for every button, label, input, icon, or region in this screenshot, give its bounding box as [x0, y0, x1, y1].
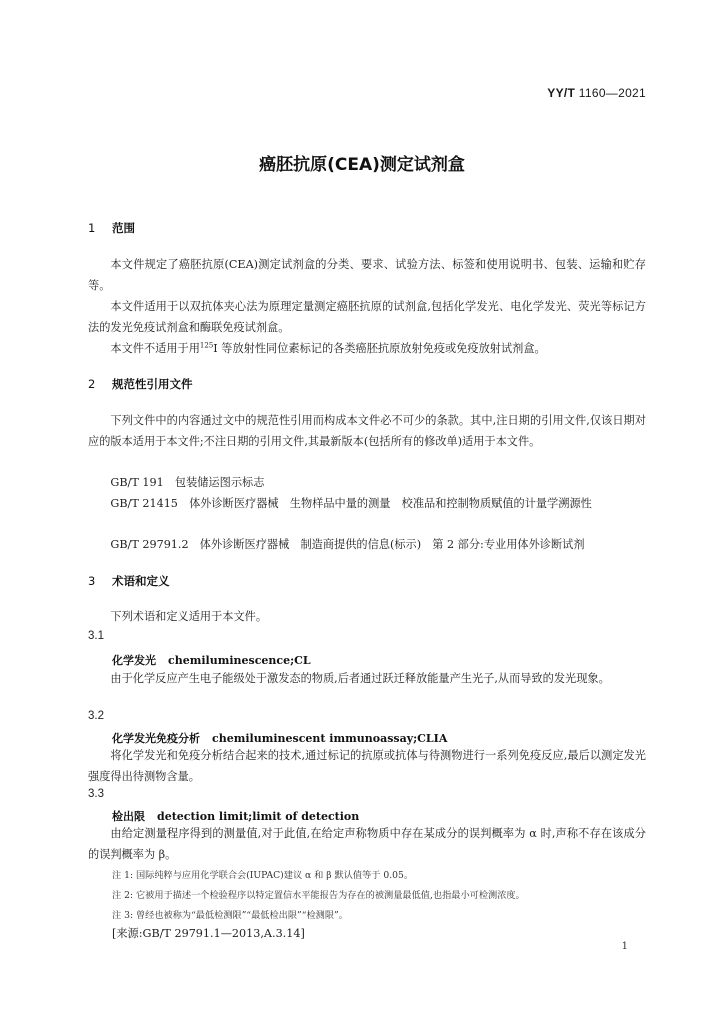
- term-en: chemiluminescence;CL: [168, 654, 311, 667]
- note-3: 注 3: 曾经也被称为“最低检测限”“最低检出限”“检测限”。: [112, 910, 348, 921]
- scope-paragraph-3-part-b: I 等放射性同位素标记的各类癌胚抗原放射免疫或免疫放射试剂盒。: [213, 342, 546, 355]
- term-definition: 将化学发光和免疫分析结合起来的技术,通过标记的抗原或抗体与待测物进行一系列免疫反应,最后以测定发光强度得出待测物含量。: [88, 749, 646, 783]
- term-zh: 化学发光免疫分析: [112, 732, 200, 745]
- scope-paragraph-3: [88, 338, 646, 359]
- term-en: detection limit;limit of detection: [157, 810, 360, 823]
- term-definition: 由给定测量程序得到的测量值,对于此值,在给定声称物质中存在某成分的误判概率为 α 时,声称不存在该成分的误判概率为 β。: [88, 827, 646, 861]
- section-heading-scope: [88, 220, 135, 236]
- term-en: chemiluminescent immunoassay;CLIA: [212, 732, 448, 745]
- section-title: 术语和定义: [112, 574, 170, 588]
- scope-paragraph-2: 本文件适用于以双抗体夹心法为原理定量测定癌胚抗原的试剂盒,包括化学发光、电化学发光、荧光等标记方法的发光免疫试剂盒和酶联免疫试剂盒。: [88, 300, 646, 334]
- clause-number: 3.1: [88, 630, 104, 642]
- term-zh: 检出限: [112, 810, 145, 823]
- page-number: 1: [621, 941, 628, 952]
- section-number: 3: [88, 574, 96, 588]
- standard-number: 1160—2021: [578, 86, 646, 100]
- isotope-superscript: 125: [199, 341, 214, 350]
- standard-code: [547, 86, 646, 100]
- reference-item: GB/T 21415 体外诊断医疗器械 生物样品中量的测量 校准品和控制物质赋值的计量学溯源性: [110, 497, 592, 510]
- reference-item: GB/T 29791.2 体外诊断医疗器械 制造商提供的信息(标示) 第 2 部分:专业用体外诊断试剂: [110, 538, 585, 551]
- scope-paragraph-1: 本文件规定了癌胚抗原(CEA)测定试剂盒的分类、要求、试验方法、标签和使用说明书、包装、运输和贮存等。: [88, 258, 646, 292]
- section-title: 规范性引用文件: [112, 377, 193, 391]
- section-heading-normative-references: [88, 376, 193, 392]
- section-title: 范围: [112, 221, 136, 235]
- term-heading: [112, 652, 311, 668]
- note-1: 注 1: 国际纯粹与应用化学联合会(IUPAC)建议 α 和 β 默认值等于 0.05。: [112, 870, 414, 881]
- terms-intro: 下列术语和定义适用于本文件。: [110, 610, 268, 623]
- standard-prefix: YY/T: [547, 86, 576, 100]
- section-number: 2: [88, 377, 96, 391]
- section-number: 1: [88, 221, 96, 235]
- section-heading-terms: [88, 573, 170, 589]
- reference-item: GB/T 191 包装储运图示标志: [110, 476, 265, 489]
- scope-paragraph-3-part-a: 本文件不适用于用: [110, 342, 200, 355]
- term-definition: 由于化学反应产生电子能级处于激发态的物质,后者通过跃迁释放能量产生光子,从而导致的发光现象。: [110, 672, 610, 685]
- definition-source: [来源:GB/T 29791.1—2013,A.3.14]: [112, 927, 305, 940]
- clause-number: 3.2: [88, 710, 104, 722]
- term-zh: 化学发光: [112, 654, 156, 667]
- note-2: 注 2: 它被用于描述一个检验程序以特定置信水平能报告为存在的被测量最低值,也指最小可检测浓度。: [112, 890, 525, 901]
- references-paragraph: 下列文件中的内容通过文中的规范性引用而构成本文件必不可少的条款。其中,注日期的引用文件,仅该日期对应的版本适用于本文件;不注日期的引用文件,其最新版本(包括所有的修改单)适用于本文件。: [88, 414, 646, 448]
- document-title: 癌胚抗原(CEA)测定试剂盒: [259, 155, 465, 175]
- clause-number: 3.3: [88, 788, 104, 800]
- term-heading: [112, 808, 359, 824]
- term-heading: [112, 730, 447, 746]
